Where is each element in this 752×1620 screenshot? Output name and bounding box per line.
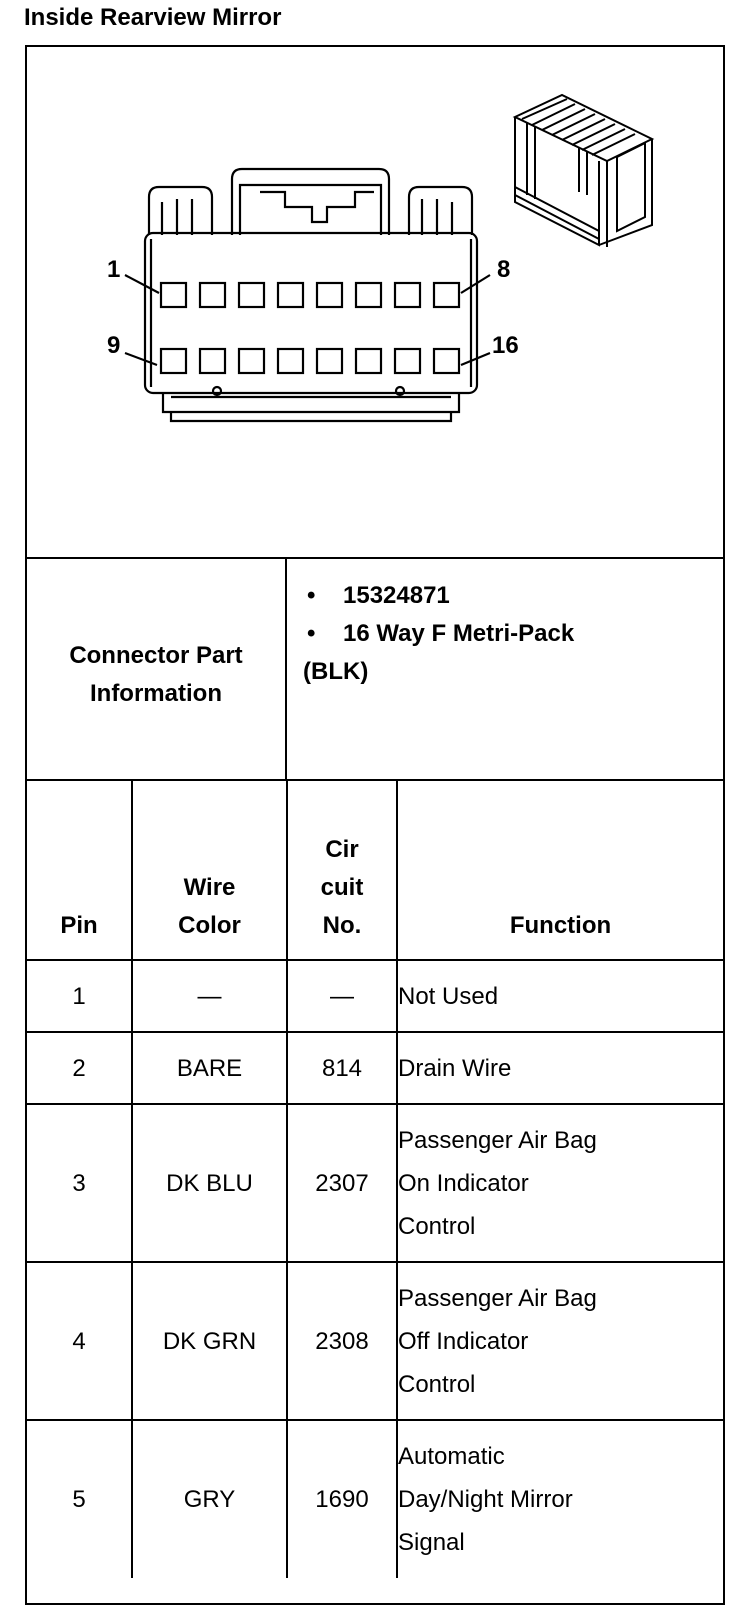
connector-part-info-values	[289, 559, 719, 691]
circuit-cell: 814	[287, 1032, 397, 1104]
header-function: Function	[397, 780, 723, 960]
pin-table	[27, 779, 723, 1578]
cpi-color: (BLK)	[303, 658, 369, 685]
connector-part-info	[27, 557, 723, 779]
cpi-item-type	[289, 615, 719, 653]
circuit-cell: 2308	[287, 1262, 397, 1420]
pin-cell: 2	[27, 1032, 132, 1104]
wire-color-cell: DK GRN	[132, 1262, 287, 1420]
wire-color-cell: DK BLU	[132, 1104, 287, 1262]
table-row	[27, 1420, 723, 1578]
bullet-icon: •	[307, 620, 316, 647]
page-title: Inside Rearview Mirror	[24, 4, 282, 31]
table-header-row	[27, 780, 723, 960]
pin-cell: 4	[27, 1262, 132, 1420]
function-cell: Passenger Air Bag On Indicator Control	[397, 1104, 723, 1262]
pin-cell: 3	[27, 1104, 132, 1262]
function-cell: Not Used	[397, 960, 723, 1032]
function-cell: Automatic Day/Night Mirror Signal	[397, 1420, 723, 1578]
table-row	[27, 1262, 723, 1420]
header-circuit: Cir cuit No.	[287, 780, 397, 960]
wire-color-cell: BARE	[132, 1032, 287, 1104]
table-row	[27, 1032, 723, 1104]
pin-label-1: 1	[107, 256, 121, 283]
circuit-cell: —	[287, 960, 397, 1032]
function-cell: Passenger Air Bag Off Indicator Control	[397, 1262, 723, 1420]
connector-frame	[25, 45, 725, 1605]
pin-cell: 1	[27, 960, 132, 1032]
cpi-item-part-number	[289, 577, 719, 615]
connector-diagram	[27, 47, 723, 557]
bullet-icon: •	[307, 582, 316, 609]
cpi-part-number: 15324871	[343, 582, 450, 609]
wire-color-cell: GRY	[132, 1420, 287, 1578]
header-wire-color: Wire Color	[132, 780, 287, 960]
pin-cell: 5	[27, 1420, 132, 1578]
wire-color-cell: —	[132, 960, 287, 1032]
table-row	[27, 1104, 723, 1262]
cpi-label-line2: Information	[89, 680, 222, 707]
pin-label-9: 9	[107, 332, 121, 359]
connector-drawing	[27, 47, 723, 557]
cpi-type: 16 Way F Metri-Pack	[343, 620, 575, 647]
circuit-cell: 1690	[287, 1420, 397, 1578]
cpi-label-line1: Connector Part	[69, 642, 243, 669]
circuit-cell: 2307	[287, 1104, 397, 1262]
function-cell: Drain Wire	[397, 1032, 723, 1104]
header-pin: Pin	[27, 780, 132, 960]
pin-label-16: 16	[492, 332, 519, 359]
pin-label-8: 8	[497, 256, 511, 283]
table-row	[27, 960, 723, 1032]
connector-part-info-label	[27, 559, 287, 779]
connector-3d-icon	[515, 95, 652, 247]
